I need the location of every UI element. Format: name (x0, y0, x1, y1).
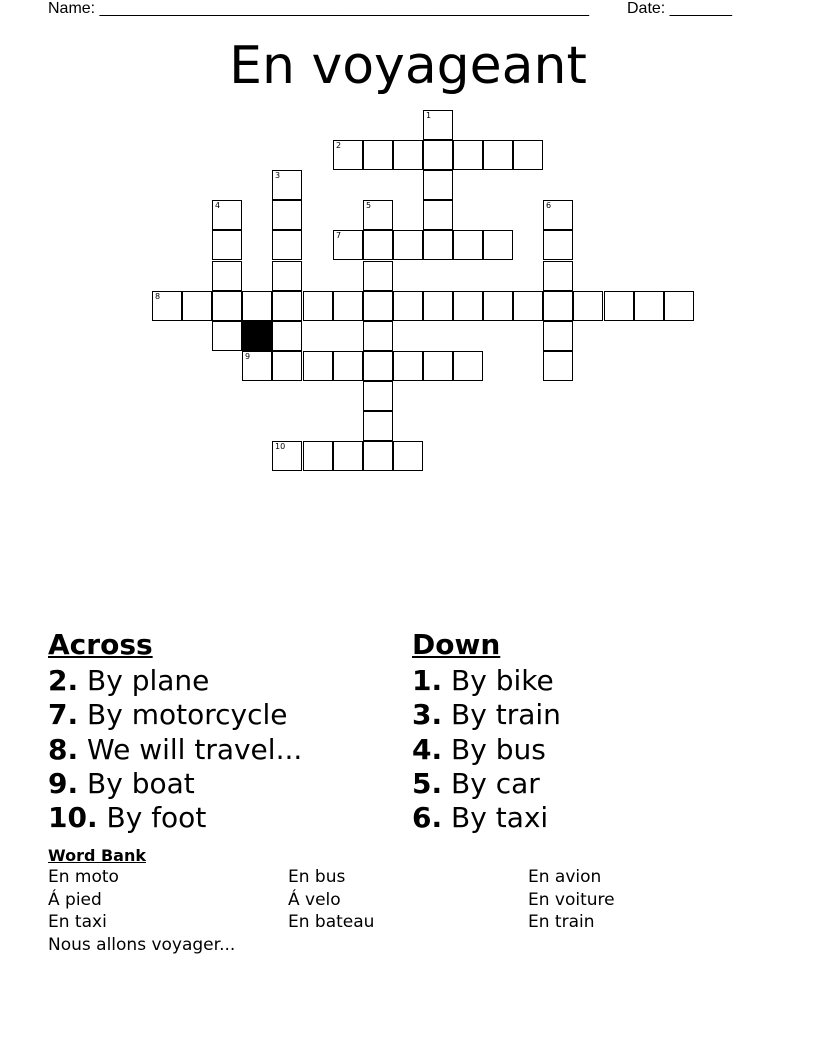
crossword-cell[interactable] (303, 291, 333, 321)
crossword-cell[interactable] (513, 291, 543, 321)
crossword-cell[interactable] (363, 261, 393, 291)
crossword-cell[interactable] (303, 351, 333, 381)
crossword-cell[interactable] (363, 381, 393, 411)
crossword-cell[interactable] (423, 200, 453, 230)
word-bank-item: Á pied (48, 889, 102, 910)
cell-number: 6 (546, 201, 552, 210)
blocked-cell (242, 321, 272, 351)
crossword-cell[interactable] (363, 230, 393, 260)
crossword-cell[interactable] (393, 441, 423, 471)
crossword-cell[interactable] (543, 291, 573, 321)
crossword-cell[interactable] (212, 230, 242, 260)
down-heading: Down (412, 628, 501, 661)
clue-down-6: 6. By taxi (412, 801, 549, 835)
cell-number: 1 (426, 111, 432, 120)
crossword-cell[interactable] (393, 140, 423, 170)
word-bank-item: Á velo (288, 889, 341, 910)
crossword-cell[interactable] (604, 291, 634, 321)
crossword-cell[interactable] (272, 170, 302, 200)
crossword-cell[interactable] (393, 291, 423, 321)
crossword-cell[interactable] (483, 230, 513, 260)
cell-number: 10 (275, 442, 286, 451)
crossword-cell[interactable] (543, 200, 573, 230)
crossword-cell[interactable] (363, 411, 393, 441)
crossword-cell[interactable] (363, 200, 393, 230)
clue-down-1: 1. By bike (412, 664, 554, 697)
crossword-cell[interactable] (423, 291, 453, 321)
word-bank-item: Nous allons voyager... (48, 934, 236, 955)
crossword-cell[interactable] (182, 291, 212, 321)
crossword-cell[interactable] (363, 321, 393, 351)
crossword-cell[interactable] (423, 170, 453, 200)
crossword-cell[interactable] (152, 291, 182, 321)
crossword-cell[interactable] (634, 291, 664, 321)
crossword-cell[interactable] (483, 291, 513, 321)
crossword-cell[interactable] (333, 230, 363, 260)
page-title: En voyageant (229, 36, 587, 96)
cell-number: 9 (245, 352, 251, 361)
across-clues (48, 628, 302, 835)
date-field: Date: _______ (627, 0, 732, 17)
crossword-cell[interactable] (333, 140, 363, 170)
cell-number: 3 (275, 171, 281, 180)
crossword-cell[interactable] (272, 351, 302, 381)
crossword-cell[interactable] (363, 441, 393, 471)
crossword-cell[interactable] (333, 441, 363, 471)
clue-across-7: 7. By motorcycle (48, 698, 288, 732)
word-bank-item: En train (528, 912, 595, 932)
crossword-cell[interactable] (423, 140, 453, 170)
cell-number: 4 (215, 201, 221, 210)
clue-across-9: 9. By boat (48, 766, 195, 800)
clue-down-4: 4. By bus (412, 732, 546, 766)
crossword-cell[interactable] (453, 291, 483, 321)
crossword-cell[interactable] (423, 110, 453, 140)
crossword-grid (0, 0, 816, 480)
crossword-cell[interactable] (543, 230, 573, 260)
word-bank-item: En voiture (528, 889, 615, 910)
crossword-cell[interactable] (212, 321, 242, 351)
crossword-cell[interactable] (393, 230, 423, 260)
crossword-cell[interactable] (303, 441, 333, 471)
crossword-cell[interactable] (543, 261, 573, 291)
crossword-cell[interactable] (543, 351, 573, 381)
down-clues (412, 628, 561, 835)
crossword-cell[interactable] (363, 140, 393, 170)
cell-number: 5 (366, 201, 372, 210)
word-bank-title: Word Bank (48, 846, 147, 865)
crossword-cell[interactable] (363, 291, 393, 321)
name-field: Name: _______________________________________________________ (48, 0, 589, 17)
crossword-cell[interactable] (212, 291, 242, 321)
crossword-cell[interactable] (453, 140, 483, 170)
across-heading: Across (48, 628, 153, 661)
crossword-cell[interactable] (212, 200, 242, 230)
crossword-cell[interactable] (453, 230, 483, 260)
cell-number: 2 (336, 141, 342, 150)
clue-down-5: 5. By car (412, 766, 540, 800)
crossword-cell[interactable] (453, 351, 483, 381)
crossword-cell[interactable] (272, 261, 302, 291)
crossword-cell[interactable] (272, 291, 302, 321)
cell-number: 8 (155, 292, 161, 301)
crossword-cell[interactable] (543, 321, 573, 351)
crossword-cell[interactable] (272, 321, 302, 351)
word-bank-item: En avion (528, 867, 602, 887)
cell-number: 7 (336, 231, 342, 240)
word-bank-item: En bateau (288, 912, 375, 932)
crossword-cell[interactable] (513, 140, 543, 170)
word-bank-item: En taxi (48, 912, 107, 932)
clue-down-3: 3. By train (412, 698, 561, 732)
word-bank-item: En bus (288, 867, 346, 887)
crossword-cell[interactable] (242, 351, 272, 381)
crossword-cell[interactable] (664, 291, 694, 321)
crossword-cell[interactable] (272, 441, 302, 471)
crossword-cell[interactable] (272, 200, 302, 230)
crossword-cell[interactable] (212, 261, 242, 291)
crossword-cell[interactable] (423, 230, 453, 260)
crossword-cell[interactable] (242, 291, 272, 321)
word-bank-item: En moto (48, 867, 119, 887)
word-bank (48, 845, 768, 956)
clue-across-10: 10. By foot (48, 801, 207, 835)
clue-across-2: 2. By plane (48, 664, 210, 697)
crossword-cell[interactable] (423, 351, 453, 381)
crossword-cell[interactable] (333, 291, 363, 321)
clue-across-8: 8. We will travel... (48, 732, 303, 766)
crossword-cell[interactable] (393, 351, 423, 381)
crossword-cell[interactable] (573, 291, 603, 321)
crossword-cell[interactable] (272, 230, 302, 260)
crossword-cell[interactable] (483, 140, 513, 170)
crossword-cell[interactable] (333, 351, 363, 381)
crossword-cell[interactable] (363, 351, 393, 381)
